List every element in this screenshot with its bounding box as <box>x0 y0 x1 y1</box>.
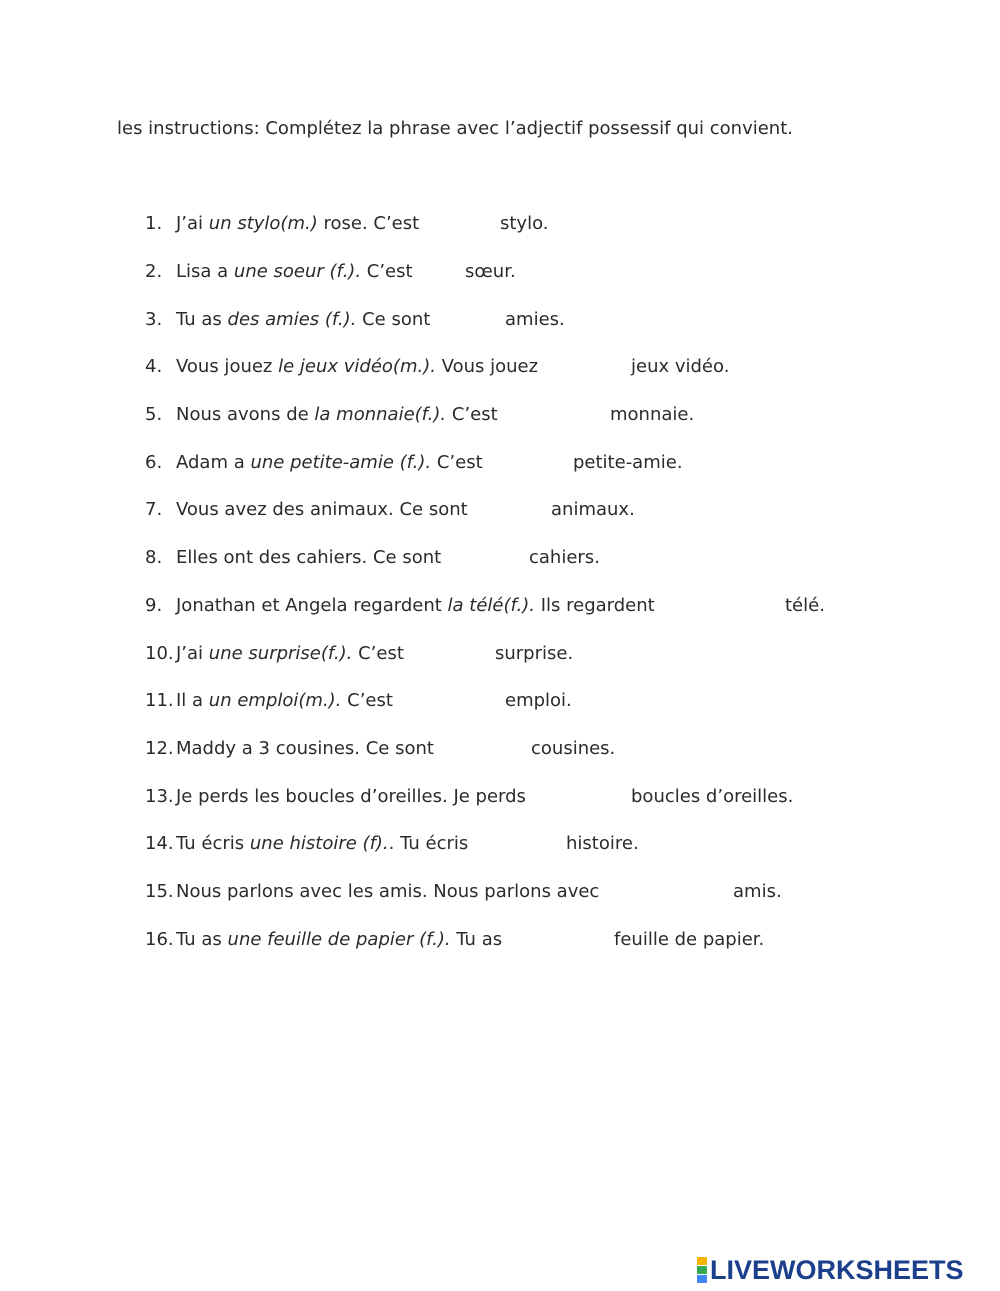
item-number: 5. <box>145 404 163 425</box>
item-noun: jeux vidéo. <box>631 356 730 377</box>
item-sentence: Vous jouez le jeux vidéo(m.). Vous jouez <box>176 356 539 377</box>
item-number: 9. <box>145 595 163 616</box>
item-sentence: Tu écris une histoire (f).. Tu écris <box>176 833 469 854</box>
item-noun: amis. <box>733 881 782 902</box>
item-number: 11. <box>145 690 174 711</box>
item-noun: amies. <box>505 309 565 330</box>
item-sentence: J’ai un stylo(m.) rose. C’est <box>176 213 420 234</box>
item-sentence: Jonathan et Angela regardent la télé(f.). Ils regardent <box>176 595 655 616</box>
item-noun: animaux. <box>551 499 635 520</box>
item-noun: feuille de papier. <box>614 929 765 950</box>
item-sentence: Nous avons de la monnaie(f.). C’est <box>176 404 498 425</box>
item-sentence: Il a un emploi(m.). C’est <box>176 690 393 711</box>
item-number: 6. <box>145 452 163 473</box>
answer-blank-6[interactable] <box>445 453 565 473</box>
item-number: 3. <box>145 309 163 330</box>
answer-blank-12[interactable] <box>440 739 523 759</box>
item-number: 10. <box>145 643 174 664</box>
item-number: 1. <box>145 213 163 234</box>
logo-block <box>697 1266 707 1274</box>
answer-blank-8[interactable] <box>445 548 521 568</box>
answer-blank-13[interactable] <box>555 787 623 807</box>
item-sentence: Adam a une petite-amie (f.). C’est <box>176 452 483 473</box>
item-sentence: Tu as des amies (f.). Ce sont <box>176 309 431 330</box>
item-number: 15. <box>145 881 174 902</box>
answer-blank-16[interactable] <box>495 930 606 950</box>
answer-blank-10[interactable] <box>415 644 487 664</box>
item-number: 4. <box>145 356 163 377</box>
item-number: 14. <box>145 833 174 854</box>
item-noun: monnaie. <box>610 404 695 425</box>
item-number: 16. <box>145 929 174 950</box>
item-number: 12. <box>145 738 174 759</box>
answer-blank-7[interactable] <box>440 500 543 520</box>
item-noun: stylo. <box>500 213 549 234</box>
item-sentence: Nous parlons avec les amis. Nous parlons avec <box>176 881 600 902</box>
answer-blank-3[interactable] <box>395 310 497 330</box>
instructions: les instructions: Complétez la phrase avec l’adjectif possessif qui convient. <box>117 118 793 139</box>
liveworksheets-logo <box>697 1254 964 1286</box>
item-noun: petite-amie. <box>573 452 683 473</box>
logo-blocks <box>697 1257 707 1283</box>
item-noun: cousines. <box>531 738 616 759</box>
item-sentence: Lisa a une soeur (f.). C’est <box>176 261 413 282</box>
item-noun: boucles d’oreilles. <box>631 786 794 807</box>
item-sentence: Tu as une feuille de papier (f.). Tu as <box>176 929 503 950</box>
item-sentence: Maddy a 3 cousines. Ce sont <box>176 738 434 759</box>
answer-blank-2[interactable] <box>385 262 457 282</box>
answer-blank-1[interactable] <box>410 214 492 234</box>
item-number: 2. <box>145 261 163 282</box>
item-sentence: Je perds les boucles d’oreilles. Je perds <box>176 786 526 807</box>
answer-blank-15[interactable] <box>630 882 725 902</box>
item-sentence: Vous avez des animaux. Ce sont <box>176 499 468 520</box>
answer-blank-5[interactable] <box>475 405 602 425</box>
item-sentence: J’ai une surprise(f.). C’est <box>176 643 404 664</box>
item-number: 7. <box>145 499 163 520</box>
logo-text: LIVEWORKSHEETS <box>710 1254 964 1285</box>
logo-block <box>697 1257 707 1265</box>
answer-blank-4[interactable] <box>415 357 623 377</box>
item-number: 13. <box>145 786 174 807</box>
item-noun: emploi. <box>505 690 572 711</box>
item-sentence: Elles ont des cahiers. Ce sont <box>176 547 442 568</box>
item-noun: télé. <box>785 595 825 616</box>
logo-block <box>697 1275 707 1283</box>
answer-blank-14[interactable] <box>435 834 558 854</box>
item-noun: surprise. <box>495 643 574 664</box>
item-noun: sœur. <box>465 261 516 282</box>
item-number: 8. <box>145 547 163 568</box>
answer-blank-11[interactable] <box>415 691 497 711</box>
answer-blank-9[interactable] <box>667 596 777 616</box>
item-noun: cahiers. <box>529 547 600 568</box>
item-noun: histoire. <box>566 833 639 854</box>
